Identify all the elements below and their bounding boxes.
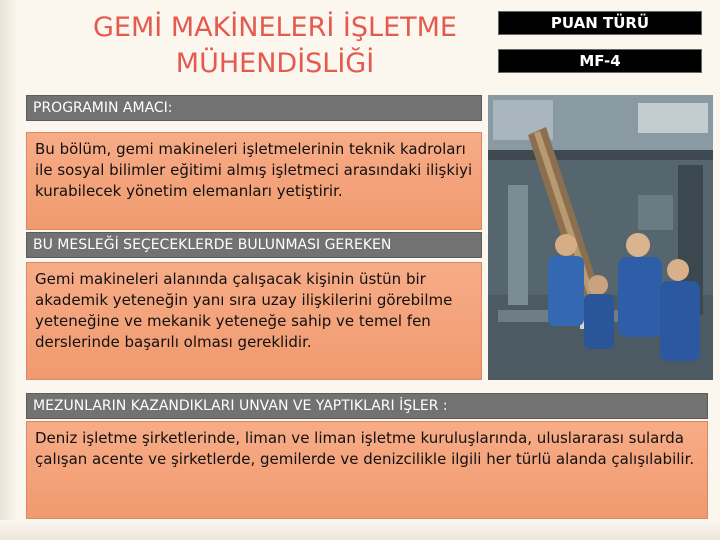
background-shade-left — [0, 0, 18, 540]
required-qualities-heading: BU MESLEĞİ SEÇECEKLERDE BULUNMASI GEREKEN — [26, 232, 482, 258]
page-title-line-1: GEMİ MAKİNELERİ İŞLETME — [93, 12, 457, 43]
score-type-value: MF-4 — [498, 49, 702, 73]
engine-room-illustration — [488, 95, 713, 380]
engine-room-photo — [488, 95, 713, 380]
program-goal-text: Bu bölüm, gemi makineleri işletmelerinin teknik kadroları ile sosyal bilimler eğitimi almış işletmeci arasındaki ilişkiyi kurabilecek yönetim elemanları yetiştirir. — [26, 132, 482, 230]
score-type-label: PUAN TÜRÜ — [498, 11, 702, 35]
background-shade-bottom — [0, 520, 720, 540]
required-qualities-text: Gemi makineleri alanında çalışacak kişinin üstün bir akademik yeteneğin yanı sıra uzay ilişkilerini görebilme yeteneğine ve mekanik yeteneğe sahip ve temel fen derslerinde başarılı olması gereklidir. — [26, 262, 482, 380]
graduates-heading: MEZUNLARIN KAZANDIKLARI UNVAN VE YAPTIKLARI İŞLER : — [26, 393, 708, 419]
graduates-text: Deniz işletme şirketlerinde, liman ve liman işletme kuruluşlarında, uluslararası sularda çalışan acente ve şirketlerde, gemilerde ve denizcilikle ilgili her türlü alanda çalışılabilir. — [26, 421, 708, 519]
page-title — [60, 10, 490, 82]
page-title-line-2: MÜHENDİSLİĞİ — [175, 48, 375, 79]
program-goal-heading: PROGRAMIN AMACI: — [26, 95, 482, 121]
